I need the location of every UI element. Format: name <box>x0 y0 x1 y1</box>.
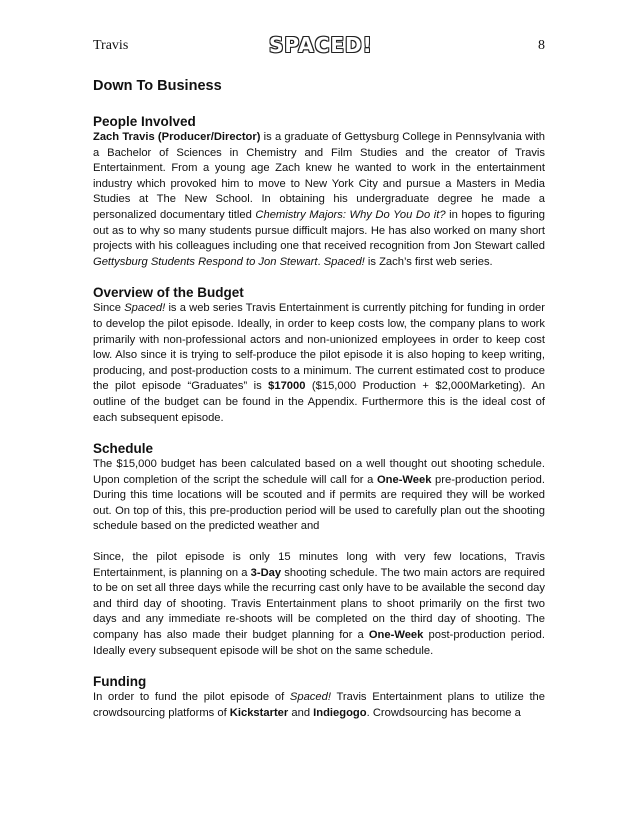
page-header <box>93 30 545 60</box>
bold-text: Zach Travis (Producer/Director) <box>93 131 261 143</box>
text-run: shooting schedule. The two main actors are required to be on set all three days while the recurring cast only have to be available the second day and third day of shooting. Travis Entertainment plans to shoot primarily on the first two days and any immediate re-shoots will be completed on the third day of shooting. The company has also made their budget planning for a <box>93 566 546 642</box>
bold-text: One-Week <box>368 629 424 642</box>
bold-text: 3-Day <box>250 566 282 579</box>
paragraph <box>93 550 545 659</box>
text-run: and <box>288 706 314 719</box>
text-run: . <box>317 255 324 268</box>
italic-text: Spaced! <box>323 255 365 268</box>
bold-text: One-Week <box>376 473 432 486</box>
section-schedule <box>93 441 545 659</box>
text-run: . Crowdsourcing has become a <box>366 706 521 719</box>
text-run: ($15,000 Production + $2,000Marketing). An outline of the budget can be found in the Appendix. Furthermore this is the ideal cost of each subsequent episode. <box>93 380 546 424</box>
header-author: Travis <box>93 38 129 53</box>
text-run: Since, the pilot episode is only 15 minutes long with very few locations, Travis Entertainment, is planning on a <box>93 551 545 579</box>
document-body <box>93 78 545 736</box>
italic-text: Chemistry Majors: Why Do You Do it? <box>255 208 446 221</box>
text-run: In order to fund the pilot episode of <box>93 691 290 704</box>
bold-text: Indiegogo <box>313 706 367 719</box>
bold-text: Kickstarter <box>229 706 289 719</box>
text-run: Since <box>93 302 125 315</box>
section-funding <box>93 674 545 721</box>
paragraph <box>93 457 545 535</box>
text-run: is Zach’s first web series. <box>364 255 493 268</box>
paragraph <box>93 130 545 270</box>
section-heading: Schedule <box>93 441 154 457</box>
spaced-logo: SPACED! <box>269 33 373 57</box>
text-run: in hopes to figuring out as to why so many students pursue difficult majors. He has also worked on many short projects with his colleagues including one that received recognition from Jon Stewart called <box>93 208 545 253</box>
section-heading: Funding <box>93 674 147 690</box>
bold-text: $17000 <box>268 380 306 393</box>
text-run: is a web series Travis Entertainment is currently pitching for funding in order to develop the pilot episode. Ideally, in order to keep costs low, the company plans to work primarily with non-professional actors and non-unionized employees in order to keep cost low. Also since it is trying to self-produce the pilot episode it is also hoping to keep writing, producing, and post-production costs to a minimum. The current estimated cost to produce the pilot episode “Graduates” is <box>93 302 546 393</box>
text-run: is a graduate of Gettysburg College in Pennsylvania with a Bachelor of Sciences in Chemistry and Film Studies and the creator of Travis Entertainment. From a young age Zach knew he wanted to work in the entertainment industry which provoked him to move to New York City and pursue a Masters in Media Studies at The New School. In obtaining his undergraduate degree he made a personalized documentary titled <box>93 131 546 221</box>
section-heading: People Involved <box>93 114 196 129</box>
text-run: The $15,000 budget has been calculated based on a well thought out shooting schedule. Upon completion of the script the schedule will call for a <box>93 458 545 486</box>
italic-text: Gettysburg Students Respond to Jon Stewart <box>93 255 318 268</box>
paragraph <box>93 301 545 426</box>
section-heading: Overview of the Budget <box>93 285 244 301</box>
section-budget-overview <box>93 285 545 426</box>
text-run: Travis Entertainment plans to utilize the crowdsourcing platforms of <box>93 691 545 719</box>
italic-text: Spaced! <box>124 302 166 315</box>
section-people-involved <box>93 114 545 270</box>
page-number: 8 <box>538 38 545 53</box>
text-run: post-production period. Ideally every subsequent episode will be shot on the same schedule. <box>93 629 545 657</box>
page-title: Down To Business <box>93 78 222 94</box>
italic-text: Spaced! <box>289 691 331 704</box>
text-run: pre-production period. During this time locations will be scouted and if permits are required they will be worked out. On top of this, this pre-production period will be used to carefully plan out the shooting schedule based on the predicted weather and <box>93 473 545 533</box>
paragraph <box>93 690 545 721</box>
